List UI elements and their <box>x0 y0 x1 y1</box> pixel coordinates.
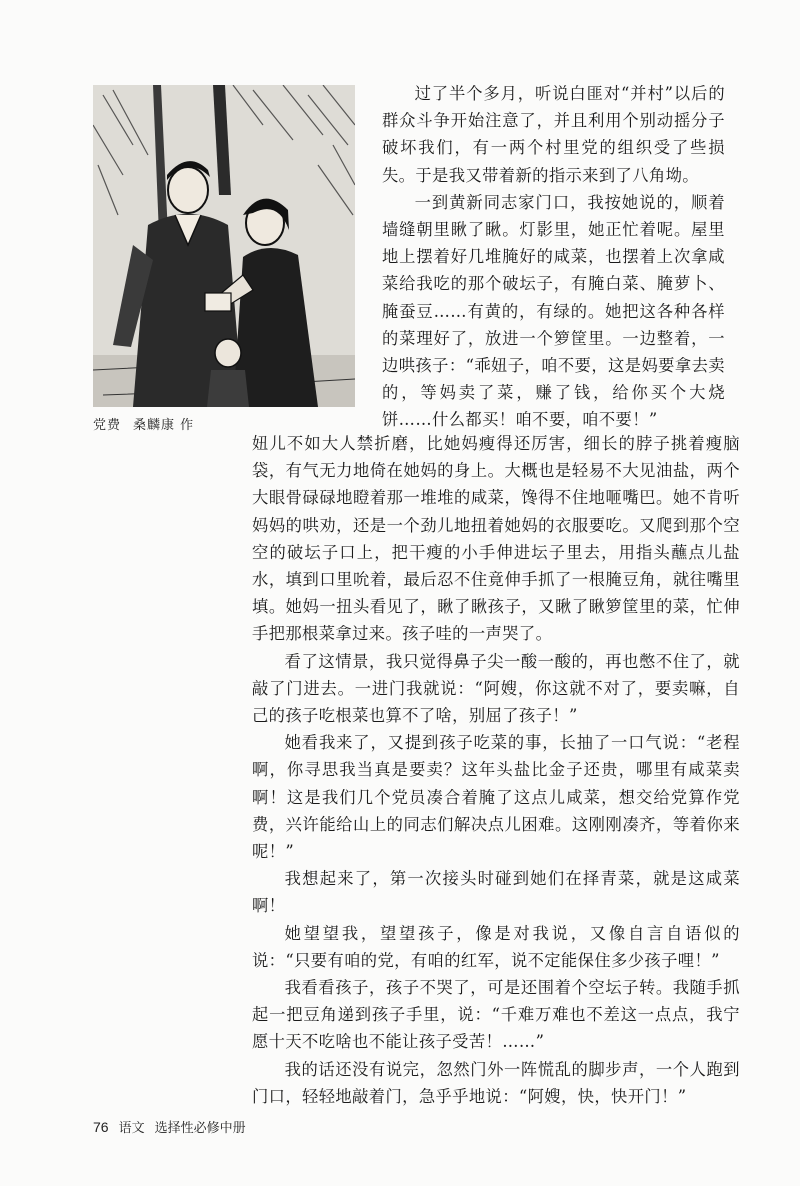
text-column-main <box>252 430 740 1110</box>
paragraph: 她看我来了，又提到孩子吃菜的事，长抽了一口气说：“老程啊，你寻思我当真是要卖？这年头盐比金子还贵，哪里有咸菜卖啊！这是我们几个党员凑合着腌了这点儿咸菜，想交给党算作党费，兴许能给山上的同志们解决点儿困难。这刚刚凑齐，等着你来呢！” <box>252 733 740 862</box>
page-number: 76 <box>93 1119 109 1135</box>
illustration-drawing <box>93 85 355 407</box>
caption-title: 党费 <box>93 418 122 433</box>
paragraph: 一到黄新同志家门口，我按她说的，顺着墙缝朝里瞅了瞅。灯影里，她正忙着呢。屋里地上摆着好几堆腌好的咸菜，也摆着上次拿咸菜给我吃的那个破坛子，有腌白菜、腌萝卜、腌蚕豆……有黄的，有绿的。她把这各种各样的菜理好了，放进一个箩筐里。一边整着，一边哄孩子：“乖妞子，咱不要，这是妈要拿去卖的，等妈卖了菜，赚了钱，给你买个大烧饼……什么都买！咱不要，咱不要！” <box>382 192 725 430</box>
caption-artist: 桑麟康 作 <box>133 418 195 433</box>
paragraph: 我的话还没有说完，忽然门外一阵慌乱的脚步声，一个人跑到门口，轻轻地敲着门，急乎乎地说：“阿嫂，快，快开门！” <box>252 1059 740 1106</box>
paragraph: 妞儿不如大人禁折磨，比她妈瘦得还厉害，细长的脖子挑着瘦脑袋，有气无力地倚在她妈的身上。大概也是轻易不大见油盐，两个大眼骨碌碌地瞪着那一堆堆的咸菜，馋得不住地咂嘴巴。她不肯听妈妈的哄劝，还是一个劲儿地扭着她妈的衣服要吃。又爬到那个空空的破坛子口上，把干瘦的小手伸进坛子里去，用指头蘸点儿盐水，填到口里吮着，最后忍不住竟伸手抓了一根腌豆角，就往嘴里填。她妈一扭头看见了，瞅了瞅孩子，又瞅了瞅箩筐里的菜，忙伸手把那根菜拿过来。孩子哇的一声哭了。 <box>252 434 740 644</box>
subject-name: 语文 <box>118 1121 145 1136</box>
illustration-caption <box>93 414 194 433</box>
paragraph: 我想起来了，第一次接头时碰到她们在择青菜，就是这咸菜啊！ <box>252 869 740 916</box>
paragraph: 看了这情景，我只觉得鼻子尖一酸一酸的，再也憋不住了，就敲了门进去。一进门我就说：“阿嫂，你这就不对了，要卖嘛，自己的孩子吃根菜也算不了啥，别屈了孩子！” <box>252 651 740 726</box>
text-column-right <box>382 80 725 434</box>
book-title: 选择性必修中册 <box>154 1121 246 1136</box>
paragraph: 她望望我，望望孩子，像是对我说，又像自言自语似的说：“只要有咱的党，有咱的红军，说不定能保住多少孩子哩！” <box>252 923 740 970</box>
paragraph: 过了半个多月，听说白匪对“并村”以后的群众斗争开始注意了，并且利用个别动摇分子破坏我们，有一两个村里党的组织受了些损失。于是我又带着新的指示来到了八角坳。 <box>382 84 725 185</box>
page-footer <box>93 1117 246 1136</box>
paragraph: 我看看孩子，孩子不哭了，可是还围着个空坛子转。我随手抓起一把豆角递到孩子手里，说：“千难万难也不差这一点点，我宁愿十天不吃啥也不能让孩子受苦！……” <box>252 978 740 1052</box>
woodcut-illustration <box>93 85 355 407</box>
